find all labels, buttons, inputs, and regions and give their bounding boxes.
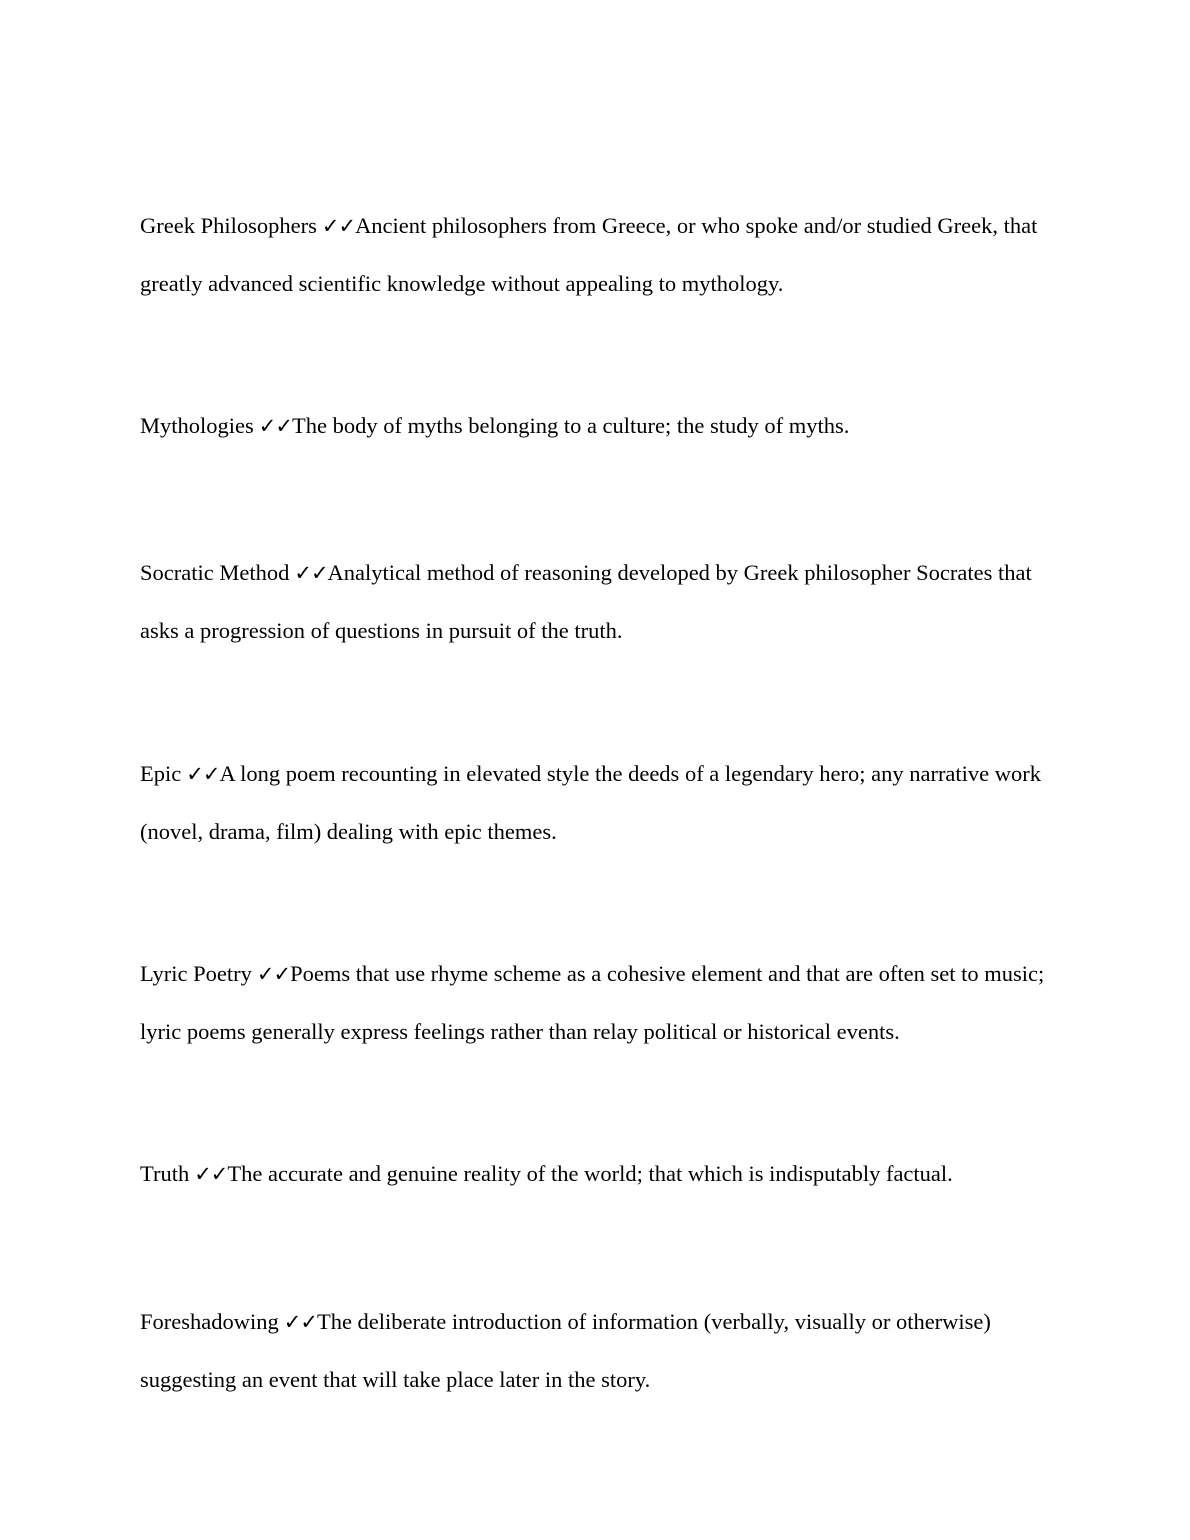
double-check-icon: ✓✓	[256, 962, 291, 986]
term: Greek Philosophers	[140, 213, 317, 238]
definition: The body of myths belonging to a culture; the study of myths.	[291, 413, 850, 438]
double-check-icon: ✓✓	[258, 414, 292, 438]
double-check-icon: ✓✓	[283, 1310, 317, 1334]
double-check-icon: ✓✓	[294, 561, 328, 585]
term: Foreshadowing	[140, 1309, 279, 1334]
term: Socratic Method	[140, 560, 290, 585]
definition: Poems that use rhyme scheme as a cohesive element and that are often set to music; lyric poems generally express feelings rather than relay political or historical events.	[140, 961, 1045, 1044]
term: Mythologies	[140, 413, 254, 438]
definition: Ancient philosophers from Greece, or who spoke and/or studied Greek, that greatly advanced scientific knowledge without appealing to mythology.	[140, 213, 1038, 296]
term: Lyric Poetry	[140, 961, 252, 986]
definition: Analytical method of reasoning developed by Greek philosopher Socrates that asks a progression of questions in pursuit of the truth.	[140, 560, 1032, 643]
definition: A long poem recounting in elevated style the deeds of a legendary hero; any narrative work (novel, drama, film) dealing with epic themes.	[140, 761, 1042, 844]
entry-foreshadowing	[140, 1293, 1050, 1409]
double-check-icon: ✓✓	[194, 1162, 228, 1186]
entry-truth	[140, 1145, 1050, 1203]
entry-mythologies	[140, 397, 1050, 455]
double-check-icon: ✓✓	[321, 214, 356, 238]
definition: The accurate and genuine reality of the world; that which is indisputably factual.	[227, 1161, 953, 1186]
term: Truth	[140, 1161, 190, 1186]
definition: The deliberate introduction of information (verbally, visually or otherwise) suggesting an event that will take place later in the story.	[140, 1309, 991, 1392]
entry-lyric-poetry	[140, 945, 1050, 1061]
entry-socratic-method	[140, 544, 1050, 660]
entry-greek-philosophers	[140, 197, 1050, 313]
double-check-icon: ✓✓	[186, 762, 220, 786]
entry-epic	[140, 745, 1050, 861]
term: Epic	[140, 761, 182, 786]
